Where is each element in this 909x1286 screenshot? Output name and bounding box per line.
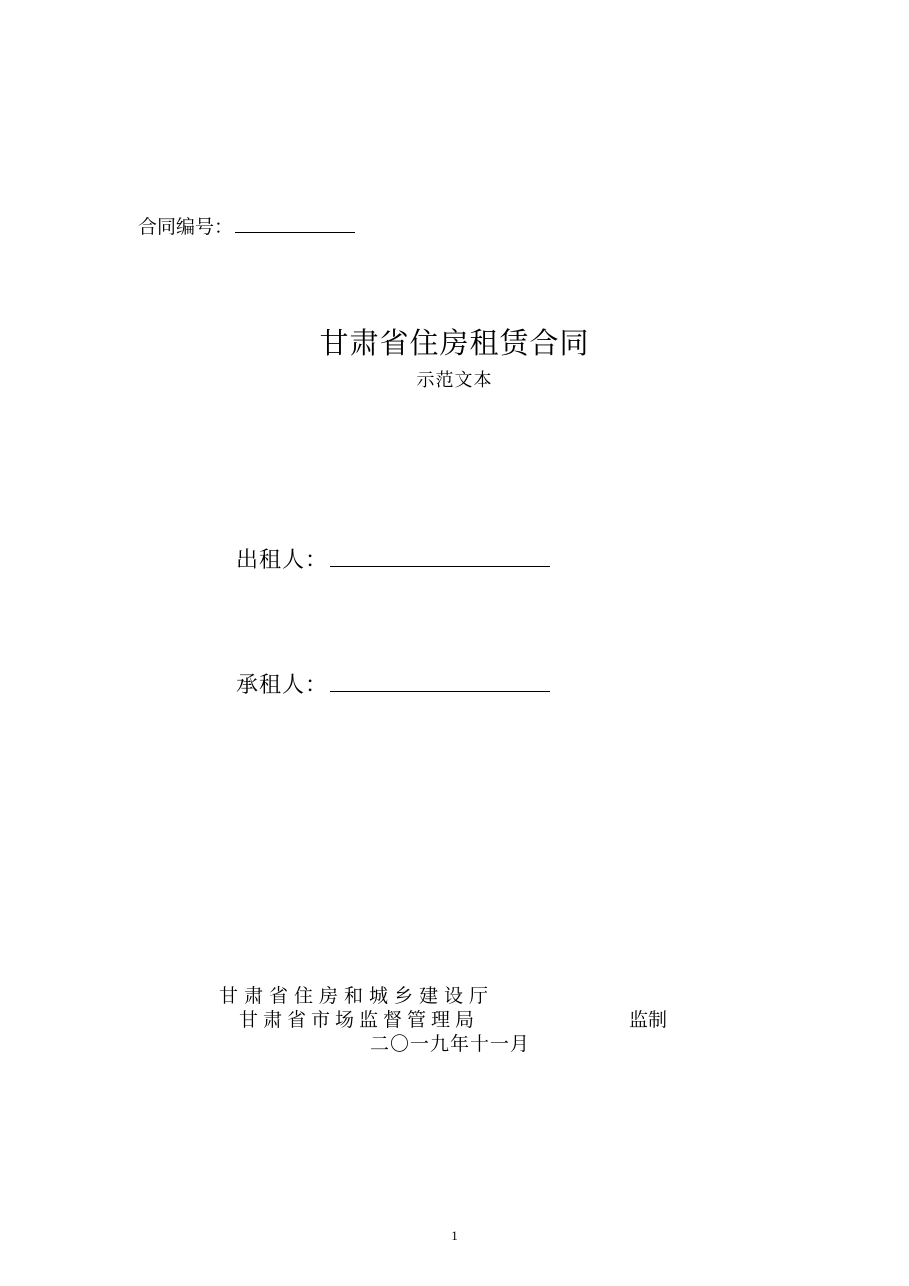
lessee-label: 承租人： xyxy=(236,673,329,698)
issue-date: 二〇一九年十一月 xyxy=(370,1033,531,1055)
lessor-label: 出租人： xyxy=(236,548,329,573)
issuer-housing-department: 甘肃省住房和城乡建设厅 xyxy=(219,985,495,1007)
contract-number-blank xyxy=(235,214,355,233)
lessor-blank xyxy=(330,544,550,567)
document-title: 甘肃省住房租赁合同 xyxy=(319,326,590,360)
page-number: 1 xyxy=(451,1228,458,1243)
lessor-field xyxy=(236,544,550,576)
issuer-market-regulation-bureau: 甘肃省市场监督管理局 xyxy=(239,1009,480,1031)
lessee-field xyxy=(236,669,550,701)
supervise-label: 监制 xyxy=(629,1009,668,1031)
contract-number-field xyxy=(138,214,355,240)
contract-number-label: 合同编号： xyxy=(138,216,234,238)
lessee-blank xyxy=(330,669,550,692)
document-subtitle: 示范文本 xyxy=(416,370,493,391)
